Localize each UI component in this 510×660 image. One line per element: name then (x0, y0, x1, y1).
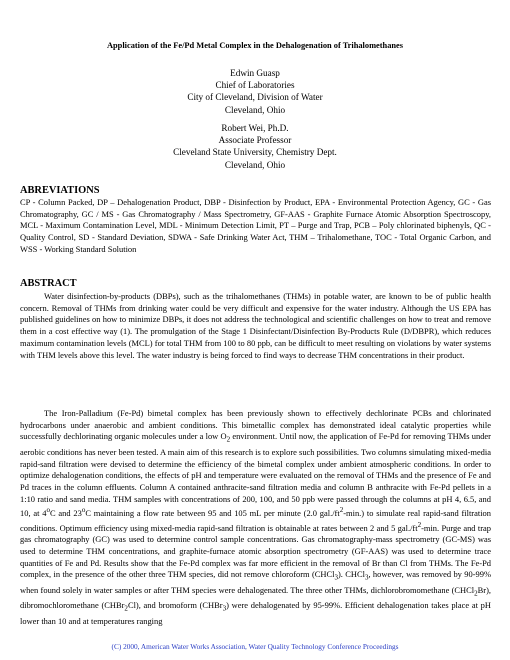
abbreviations-heading: ABREVIATIONS (20, 185, 100, 196)
abstract-heading: ABSTRACT (20, 278, 77, 289)
author-role: Associate Professor (218, 135, 292, 146)
author-block-2 (100, 122, 410, 171)
author-organization: Cleveland State University, Chemistry Dept. (173, 147, 337, 158)
author-organization: City of Cleveland, Division of Water (187, 92, 323, 103)
abbreviations-text: CP - Column Packed, DP – Dehalogenation Product, DBP - Disinfection by Product, EPA - Environmental Protection Agency, GC - Gas Chromatography, GC / MS - Gas Chromatography / Mass Spectrometry, GF-AAS - Graphite Furnace Atomic Absorption Spectroscopy, MCL - Maximum Contamination Level, MDL - Minimum Detection Limit, PT – Purge and Trap, PCB – Poly chlorinated biphenyls, QC - Quality Control, SD - Standard Deviation, SDWA - Safe Drinking Water Act, THM – Trihalomethane, TOC - Total Organic Carbon, and WSS - Working Standard Solution (20, 197, 491, 254)
paper-title: Application of the Fe/Pd Metal Complex in the Dehalogenation of Trihalomethanes (106, 41, 404, 50)
abstract-paragraph-2: The Iron-Palladium (Fe-Pd) bimetal complex has been previously shown to effectively dechlorinate PCBs and chlorinated hydrocarbons under anaerobic and ambient conditions. This bimetallic complex has demonstrated ideal catalytic properties while successfully dechlorinating organic molecules under a low $O_2$ environment. Until now, the application of Fe-Pd for removing THMs under aerobic conditions has never been tested. A main aim of this research is to explore such possibilities. Two columns simulating mixed-media rapid-sand filtration were devised to determine the efficiency of the bimetal complex under ambient atmospheric conditions. In order to optimize dehalogenation conditions, the effects of pH and temperature were evaluated on the removal of THMs and the presence of Fe and Pd traces in the column effluents. Column A contained anthracite-sand filtration media and column B anthracite with Fe-Pd pellets in a 1:10 ratio and sand media. THM samples with concentrations of 200, 100, and 50 ppb were passed through the columns at pH 4, 6.5, and 10, at 4$^o$C and 23$^o$C maintaining a flow rate between 95 and 105 mL per minute (2.0 $gal./ft^2-\min$.) to simulate real rapid-sand filtration conditions. Optimum efficiency using mixed-media rapid-sand filtration is obtainable at rates between 2 and 5 $gal./ft^2-\min$. Purge and trap gas chromatography (GC) was used to determine control sample concentrations. Gas chromatography-mass spectrometry (GC-MS) was used to determine THM concentrations, and graphite-furnace atomic absorption spectrometry (GF-AAS) was used to determine trace quantities of Fe and Pd. Results show that the Fe-Pd complex was far more efficient in the removal of Br than Cl from THMs. The Fe-Pd complex, in the presence of the other three THM species, did not remove chloroform (CHCl$_3$). CHCl$_3$, however, was removed by 90-99% when found solely in water samples or after THM species were dehalogenated. The three other THMs, dichlorobromomethane (CHCl$_2$Br), dibromochloromethane (CHBr$_2$Cl), and bromoform (CHBr$_3$) were dehalogenated by 95-99%. Efficient dehalogenation takes place at pH lower than 10 and at temperatures ranging (20, 408, 491, 626)
author-location: Cleveland, Ohio (224, 104, 286, 115)
author-name: Robert Wei, Ph.D. (221, 123, 289, 133)
copyright-footer: (C) 2000, American Water Works Association, Water Quality Technology Conference Proceedings (111, 642, 399, 651)
author-name: Edwin Guasp (230, 68, 280, 78)
author-role: Chief of Laboratories (215, 80, 295, 91)
abstract-paragraph-1: Water disinfection-by-products (DBPs), such as the trihalomethanes (THMs) in potable water, are known to be of public health concern. Removal of THMs from drinking water could be very difficult and expensive for the water industry. Although the US EPA has published guidelines on how to minimize DBPs, it does not address the technological and scientific challenges on how to treat and remove them in a cost effective way (1). The promulgation of the Stage 1 Disinfectant/Disinfection By-Products Rule (D/DBPR), which reduces maximum contamination levels (MCL) for total THM from 100 to 80 ppb, can be difficult to meet resulting on violations by water systems with THM levels above this level. The water industry is being forced to find ways to decrease THM concentrations in their product. (20, 291, 491, 360)
author-block-1 (100, 67, 410, 116)
author-location: Cleveland, Ohio (224, 159, 286, 170)
